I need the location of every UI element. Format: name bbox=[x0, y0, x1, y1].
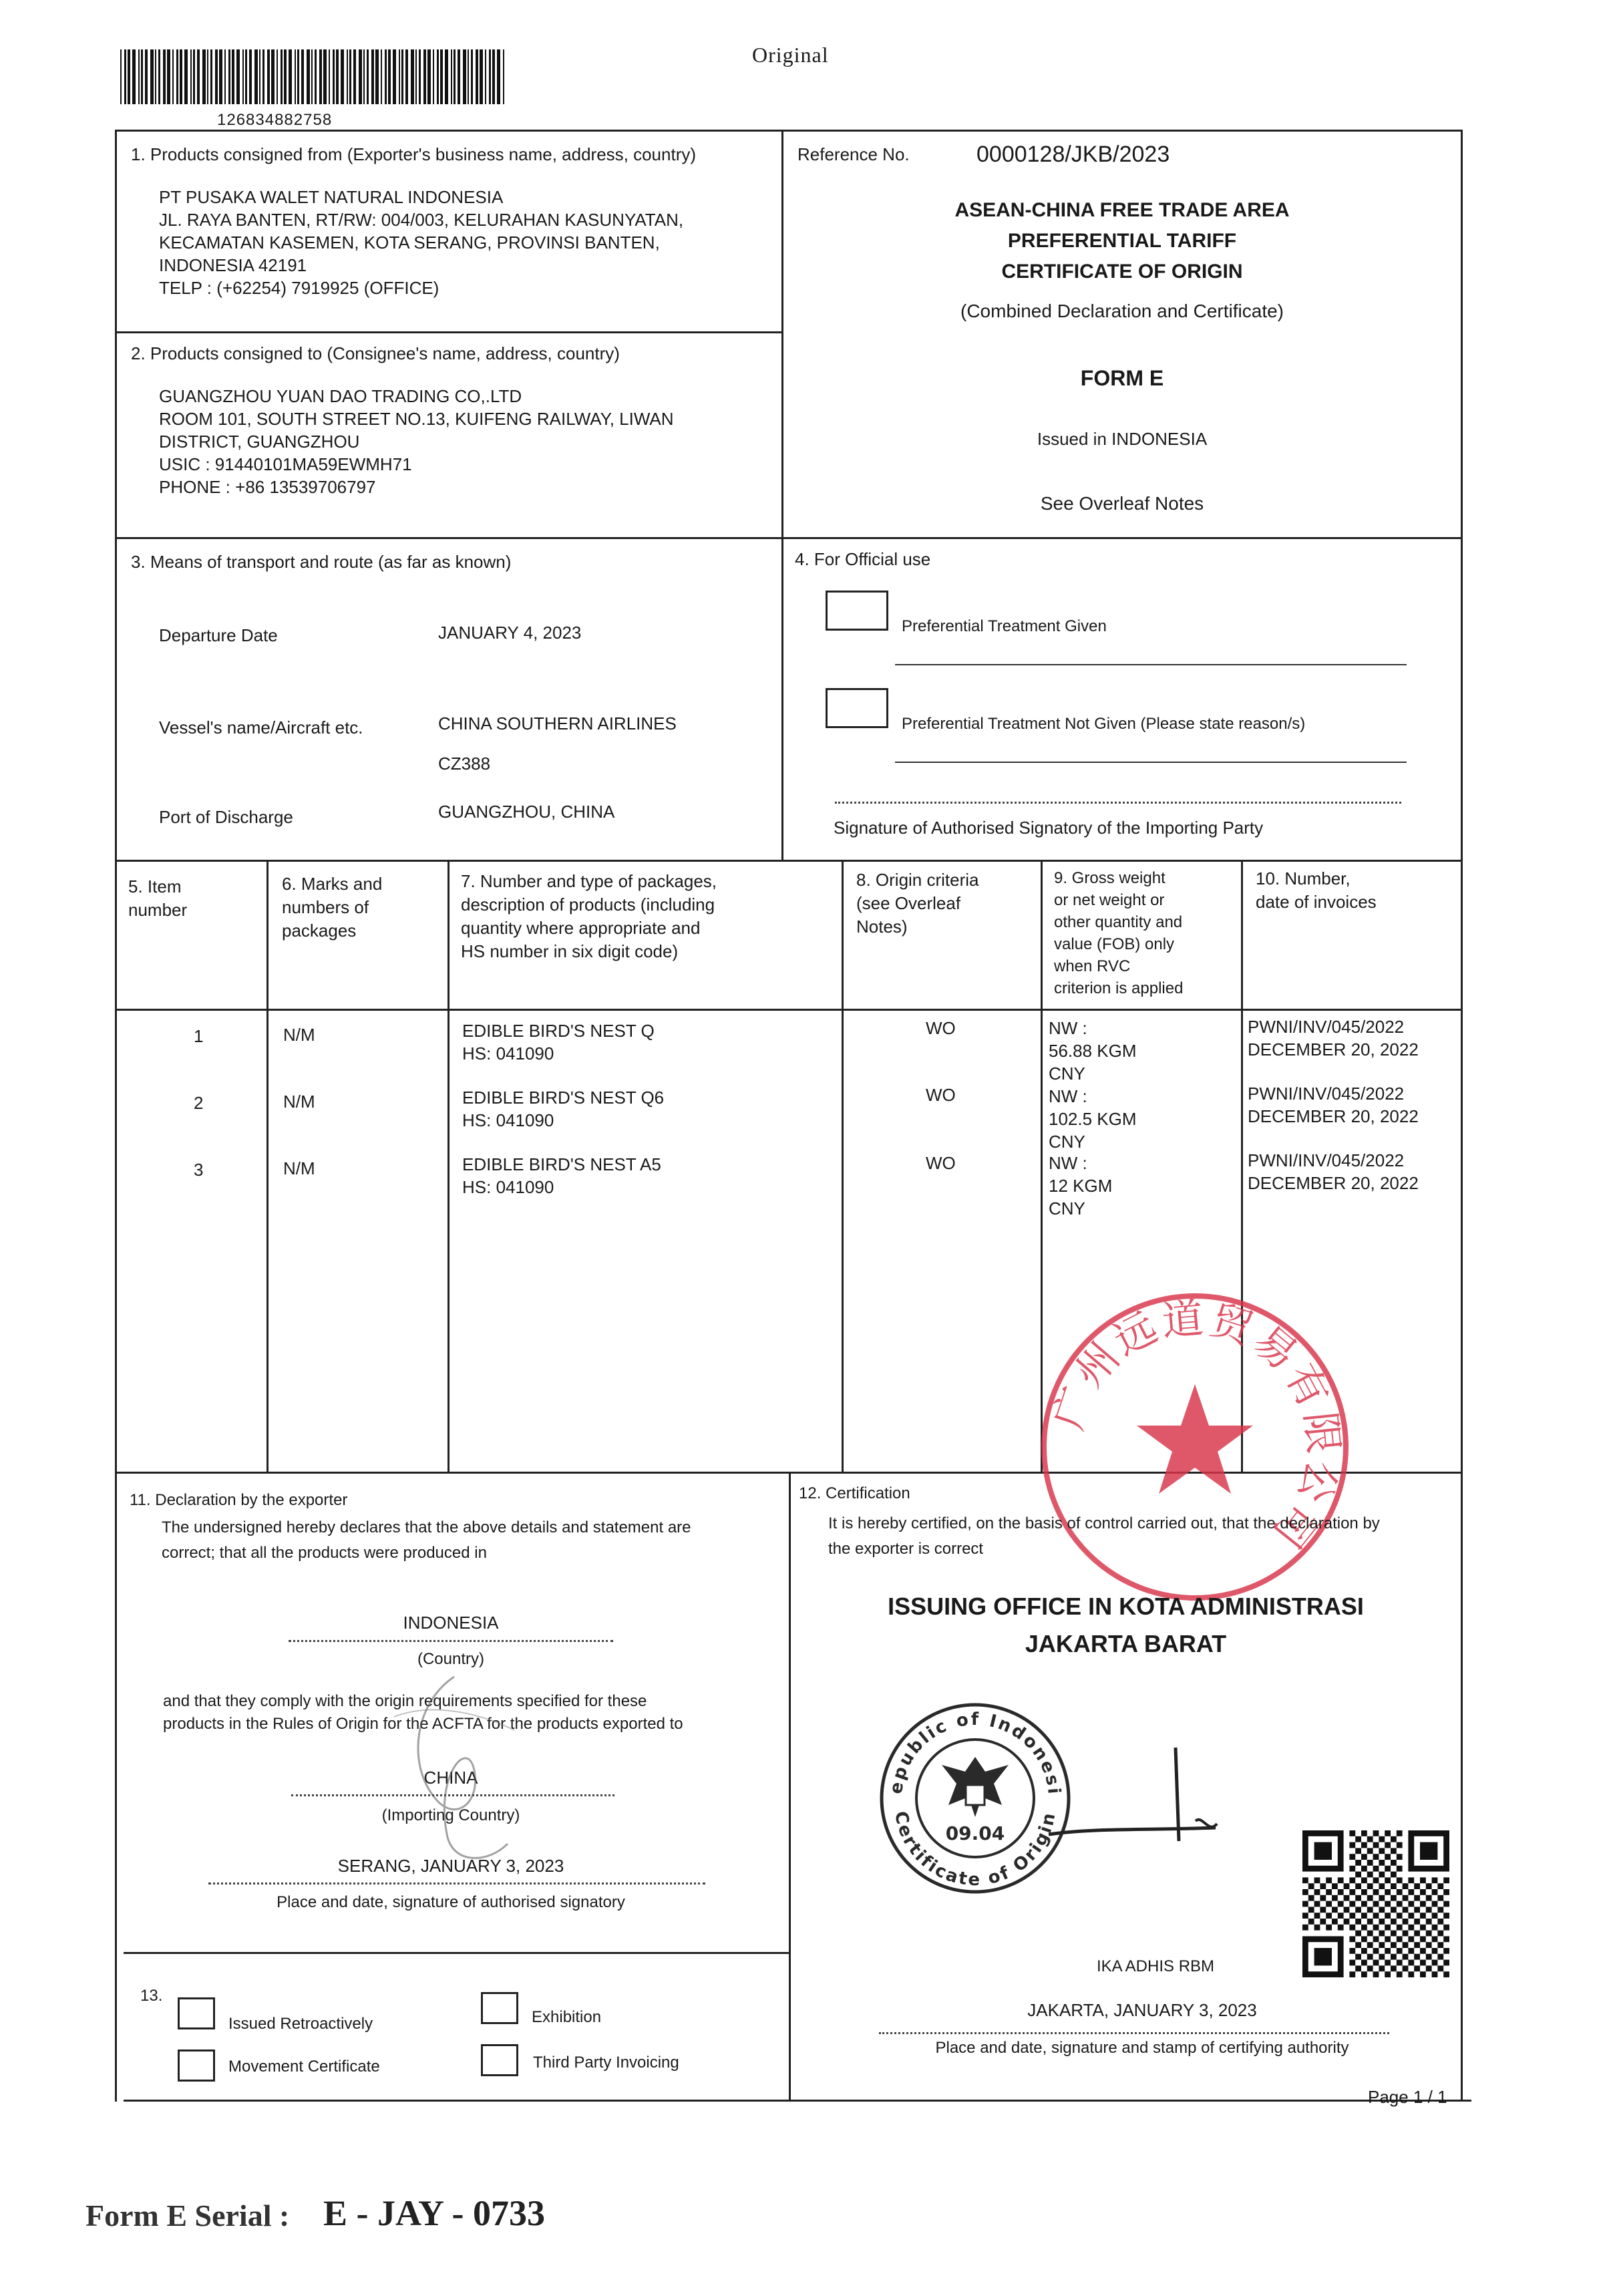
table-row-1-description: EDIBLE BIRD'S NEST Q bbox=[462, 1021, 655, 1041]
title-subtitle: (Combined Declaration and Certificate) bbox=[960, 301, 1284, 321]
box3-label: 3. Means of transport and route (as far as known) bbox=[131, 552, 512, 572]
box13-label: 13. bbox=[140, 1987, 163, 2005]
box1-label: 1. Products consigned from (Exporter's business name, address, country) bbox=[131, 144, 697, 164]
consignee-line-1: GUANGZHOU YUAN DAO TRADING CO,.LTD bbox=[159, 386, 522, 406]
treatment-given-label: Preferential Treatment Given bbox=[902, 617, 1107, 635]
box12-certification: It is hereby certified, on the basis of control carried out, that the declaration by the exporter is correct bbox=[828, 1514, 1380, 1558]
serial-label: Form E Serial : bbox=[85, 2198, 290, 2233]
serial-value: E - JAY - 0733 bbox=[323, 2193, 546, 2233]
garuda-emblem-icon bbox=[942, 1757, 1009, 1817]
certifier-signature bbox=[1042, 1741, 1229, 1861]
port-value: GUANGZHOU, CHINA bbox=[438, 802, 615, 822]
col-weight-header: 9. Gross weight or net weight or other quantity and value (FOB) only when RVC criterion is applied bbox=[1054, 869, 1184, 997]
table-row-2-description: EDIBLE BIRD'S NEST Q6 bbox=[462, 1088, 665, 1108]
barcode-graphic bbox=[120, 49, 508, 104]
table-row-2-hs: HS: 041090 bbox=[462, 1110, 554, 1130]
importing-signatory-label: Signature of Authorised Signatory of the Importing Party bbox=[834, 818, 1264, 838]
checkbox-treatment-given[interactable] bbox=[826, 591, 888, 631]
col-marks-header: 6. Marks and numbers of packages bbox=[282, 874, 383, 941]
stamp-star-icon bbox=[1137, 1384, 1253, 1494]
table-row-1-origin: WO bbox=[926, 1018, 956, 1038]
checkbox-exhibition[interactable] bbox=[481, 1992, 518, 2024]
table-row-3-invoice: PWNI/INV/045/2022 bbox=[1248, 1150, 1405, 1170]
table-row-3-date: DECEMBER 20, 2022 bbox=[1248, 1173, 1419, 1193]
exporter-signature bbox=[374, 1663, 534, 1877]
table-row-2-origin: WO bbox=[926, 1085, 956, 1105]
original-label: Original bbox=[752, 43, 829, 67]
box2-label: 2. Products consigned to (Consignee's name, address, country) bbox=[131, 343, 620, 363]
box11-declaration: The undersigned hereby declares that the above details and statement are correct; that all the products were produced in bbox=[162, 1518, 691, 1562]
overleaf-notes: See Overleaf Notes bbox=[1040, 493, 1204, 514]
issuing-office-line-1: ISSUING OFFICE IN KOTA ADMINISTRASI bbox=[888, 1593, 1364, 1620]
issuing-office-line-2: JAKARTA BARAT bbox=[1025, 1630, 1227, 1657]
movement-certificate-label: Movement Certificate bbox=[228, 2058, 380, 2076]
title-line-3: CERTIFICATE OF ORIGIN bbox=[1001, 261, 1243, 283]
table-row-3-origin: WO bbox=[926, 1153, 956, 1173]
table-row-3-marks: N/M bbox=[283, 1158, 315, 1178]
table-row-1-weight-1: NW : bbox=[1049, 1018, 1087, 1038]
title-line-2: PREFERENTIAL TARIFF bbox=[1007, 230, 1237, 252]
table-row-2-weight-2: 102.5 KGM bbox=[1049, 1109, 1137, 1129]
consignee-line-4: USIC : 91440101MA59EWMH71 bbox=[159, 454, 412, 474]
table-row-2-item: 2 bbox=[194, 1093, 204, 1113]
exporter-place-label: Place and date, signature of authorised signatory bbox=[277, 1893, 625, 1911]
importing-country: CHINA bbox=[423, 1768, 478, 1788]
table-row-2-marks: N/M bbox=[283, 1092, 315, 1112]
table-row-1-weight-3: CNY bbox=[1049, 1063, 1085, 1084]
col-description-header: 7. Number and type of packages, description of products (including quantity where appropriate and HS number in six digit code) bbox=[461, 871, 717, 961]
table-row-2-date: DECEMBER 20, 2022 bbox=[1248, 1106, 1419, 1126]
exporter-line-5: TELP : (+62254) 7919925 (OFFICE) bbox=[159, 278, 439, 298]
certifier-place-label: Place and date, signature and stamp of certifying authority bbox=[935, 2039, 1349, 2057]
exporter-line-2: JL. RAYA BANTEN, RT/RW: 004/003, KELURAHAN KASUNYATAN, bbox=[159, 210, 684, 230]
table-row-1-invoice: PWNI/INV/045/2022 bbox=[1248, 1017, 1405, 1037]
barcode-number: 126834882758 bbox=[217, 111, 333, 129]
qr-code bbox=[1302, 1830, 1449, 1977]
departure-value: JANUARY 4, 2023 bbox=[438, 623, 582, 643]
table-row-2-weight-3: CNY bbox=[1049, 1132, 1085, 1152]
issued-retroactively-label: Issued Retroactively bbox=[228, 2015, 373, 2033]
table-row-3-item: 3 bbox=[194, 1160, 204, 1180]
table-row-1-date: DECEMBER 20, 2022 bbox=[1248, 1039, 1419, 1059]
exporter-line-1: PT PUSAKA WALET NATURAL INDONESIA bbox=[159, 187, 504, 207]
third-party-invoicing-label: Third Party Invoicing bbox=[533, 2054, 679, 2072]
checkbox-movement-certificate[interactable] bbox=[178, 2049, 215, 2082]
box11-comply: and that they comply with the origin requirements specified for these products in the Rules of Origin for the ACFTA for the products exported to bbox=[163, 1692, 683, 1733]
consignee-line-5: PHONE : +86 13539706797 bbox=[159, 477, 376, 497]
table-row-3-weight-1: NW : bbox=[1049, 1153, 1087, 1173]
reference-label: Reference No. bbox=[797, 144, 910, 164]
exhibition-label: Exhibition bbox=[532, 2008, 602, 2026]
exporter-country: INDONESIA bbox=[403, 1613, 499, 1633]
table-row-1-hs: HS: 041090 bbox=[462, 1043, 554, 1063]
col-origin-header: 8. Origin criteria (see Overleaf Notes) bbox=[856, 870, 979, 937]
reference-number: 0000128/JKB/2023 bbox=[976, 142, 1170, 167]
company-stamp-text: 广州远道贸易有限公司 bbox=[1043, 1293, 1349, 1560]
table-row-1-marks: N/M bbox=[283, 1025, 315, 1045]
certifier-place-date: JAKARTA, JANUARY 3, 2023 bbox=[1027, 2000, 1257, 2020]
barcode bbox=[120, 49, 508, 104]
certifier-name: IKA ADHIS RBM bbox=[1096, 1957, 1215, 1975]
box11-label: 11. Declaration by the exporter bbox=[130, 1491, 348, 1509]
checkbox-third-party-invoicing[interactable] bbox=[481, 2044, 518, 2076]
treatment-not-given-label: Preferential Treatment Not Given (Please state reason/s) bbox=[902, 715, 1306, 733]
issued-in: Issued in INDONESIA bbox=[1037, 429, 1208, 449]
table-row-1-weight-2: 56.88 KGM bbox=[1049, 1041, 1137, 1061]
exporter-line-3: KECAMATAN KASEMEN, KOTA SERANG, PROVINSI BANTEN, bbox=[159, 232, 660, 253]
box4-label: 4. For Official use bbox=[795, 549, 931, 569]
consignee-line-2: ROOM 101, SOUTH STREET NO.13, KUIFENG RAILWAY, LIWAN bbox=[159, 409, 674, 429]
table-row-3-weight-2: 12 KGM bbox=[1049, 1176, 1113, 1196]
table-row-3-description: EDIBLE BIRD'S NEST A5 bbox=[462, 1154, 661, 1174]
flight-value: CZ388 bbox=[438, 754, 491, 774]
table-row-3-hs: HS: 041090 bbox=[462, 1177, 554, 1197]
departure-label: Departure Date bbox=[159, 625, 278, 645]
form-title: FORM E bbox=[1080, 366, 1164, 390]
page-number: Page 1 / 1 bbox=[1368, 2087, 1447, 2107]
seal-number: 09.04 bbox=[945, 1822, 1005, 1844]
col-item-header: 5. Item number bbox=[128, 876, 188, 920]
vessel-label: Vessel's name/Aircraft etc. bbox=[159, 717, 363, 737]
country-label: (Country) bbox=[417, 1650, 485, 1668]
title-line-1: ASEAN-CHINA FREE TRADE AREA bbox=[954, 199, 1290, 221]
exporter-line-4: INDONESIA 42191 bbox=[159, 255, 307, 275]
consignee-line-3: DISTRICT, GUANGZHOU bbox=[159, 432, 360, 452]
importing-country-label: (Importing Country) bbox=[381, 1806, 520, 1824]
col-invoice-header: 10. Number, date of invoices bbox=[1256, 868, 1377, 912]
vessel-value: CHINA SOUTHERN AIRLINES bbox=[438, 713, 677, 733]
seal-bottom-text: Certificate of Origin bbox=[890, 1810, 1060, 1891]
checkbox-treatment-not-given[interactable] bbox=[826, 688, 888, 728]
table-row-2-weight-1: NW : bbox=[1049, 1086, 1087, 1106]
table-row-3-weight-3: CNY bbox=[1049, 1198, 1085, 1218]
table-row-2-invoice: PWNI/INV/045/2022 bbox=[1248, 1084, 1405, 1104]
exporter-place-date: SERANG, JANUARY 3, 2023 bbox=[337, 1856, 564, 1876]
box12-label: 12. Certification bbox=[799, 1484, 910, 1502]
table-row-1-item: 1 bbox=[194, 1026, 204, 1046]
checkbox-issued-retroactively[interactable] bbox=[178, 1997, 215, 2029]
seal-top-text: epublic of Indonesi bbox=[886, 1709, 1065, 1797]
port-label: Port of Discharge bbox=[159, 807, 293, 827]
